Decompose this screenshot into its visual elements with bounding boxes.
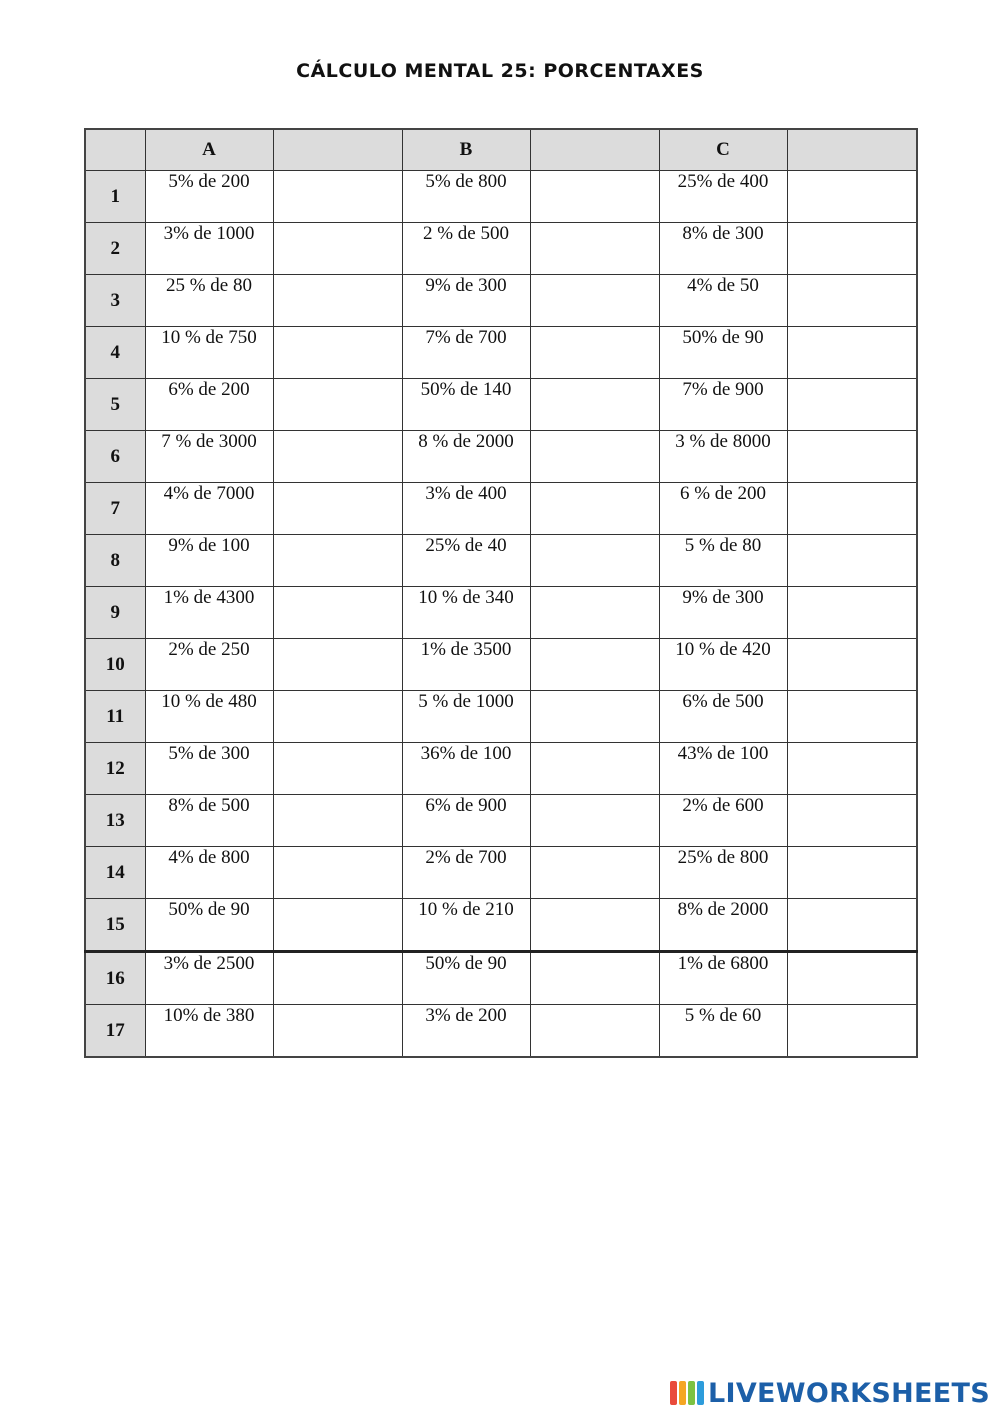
expression-cell-c: 10 % de 420 bbox=[659, 639, 787, 691]
table-row bbox=[85, 275, 917, 327]
expression-cell-b: 36% de 100 bbox=[402, 743, 530, 795]
answer-input-b[interactable] bbox=[531, 327, 659, 378]
answer-input-b[interactable] bbox=[531, 223, 659, 274]
row-number: 5 bbox=[85, 379, 145, 431]
answer-input-c[interactable] bbox=[788, 953, 917, 1004]
answer-input-c[interactable] bbox=[788, 743, 917, 794]
answer-cell-a[interactable] bbox=[273, 223, 402, 275]
corner-cell bbox=[85, 129, 145, 171]
answer-input-c[interactable] bbox=[788, 483, 917, 534]
answer-input-b[interactable] bbox=[531, 953, 659, 1004]
logo-mark-icon bbox=[670, 1381, 704, 1405]
expression-cell-a: 6% de 200 bbox=[145, 379, 273, 431]
answer-cell-c[interactable] bbox=[787, 223, 917, 275]
answer-cell-b[interactable] bbox=[530, 639, 659, 691]
answer-input-c[interactable] bbox=[788, 223, 917, 274]
expression-cell-c: 8% de 300 bbox=[659, 223, 787, 275]
row-number: 17 bbox=[85, 1005, 145, 1058]
answer-cell-a[interactable] bbox=[273, 847, 402, 899]
answer-input-b[interactable] bbox=[531, 171, 659, 222]
answer-cell-c[interactable] bbox=[787, 743, 917, 795]
table-row bbox=[85, 691, 917, 743]
answer-input-c[interactable] bbox=[788, 899, 917, 950]
expression-cell-a: 5% de 200 bbox=[145, 171, 273, 223]
expression-cell-c: 4% de 50 bbox=[659, 275, 787, 327]
expression-cell-a: 9% de 100 bbox=[145, 535, 273, 587]
row-number: 9 bbox=[85, 587, 145, 639]
row-number: 14 bbox=[85, 847, 145, 899]
answer-cell-b[interactable] bbox=[530, 327, 659, 379]
expression-cell-b: 25% de 40 bbox=[402, 535, 530, 587]
expression-cell-c: 9% de 300 bbox=[659, 587, 787, 639]
expression-cell-c: 3 % de 8000 bbox=[659, 431, 787, 483]
answer-cell-a[interactable] bbox=[273, 899, 402, 952]
answer-input-a[interactable] bbox=[274, 953, 402, 1004]
answer-cell-a[interactable] bbox=[273, 483, 402, 535]
answer-input-c[interactable] bbox=[788, 379, 917, 430]
answer-input-c[interactable] bbox=[788, 795, 917, 846]
table-row bbox=[85, 587, 917, 639]
answer-cell-a[interactable] bbox=[273, 795, 402, 847]
answer-cell-c[interactable] bbox=[787, 587, 917, 639]
answer-cell-b[interactable] bbox=[530, 1005, 659, 1058]
table-row bbox=[85, 379, 917, 431]
table-row bbox=[85, 327, 917, 379]
expression-cell-a: 3% de 1000 bbox=[145, 223, 273, 275]
answer-cell-b[interactable] bbox=[530, 483, 659, 535]
answer-input-b[interactable] bbox=[531, 639, 659, 690]
table-row bbox=[85, 795, 917, 847]
answer-cell-b[interactable] bbox=[530, 899, 659, 952]
answer-input-b[interactable] bbox=[531, 1005, 659, 1056]
expression-cell-a: 7 % de 3000 bbox=[145, 431, 273, 483]
answer-input-c[interactable] bbox=[788, 691, 917, 742]
logo-bar-icon bbox=[679, 1381, 686, 1405]
answer-cell-b[interactable] bbox=[530, 535, 659, 587]
expression-cell-b: 1% de 3500 bbox=[402, 639, 530, 691]
row-number: 16 bbox=[85, 952, 145, 1005]
column-header-a: A bbox=[145, 129, 273, 171]
column-header-a-answer bbox=[273, 129, 402, 171]
expression-cell-a: 50% de 90 bbox=[145, 899, 273, 952]
expression-cell-b: 10 % de 340 bbox=[402, 587, 530, 639]
answer-cell-a[interactable] bbox=[273, 431, 402, 483]
row-number: 6 bbox=[85, 431, 145, 483]
table-row bbox=[85, 171, 917, 223]
expression-cell-a: 5% de 300 bbox=[145, 743, 273, 795]
answer-input-b[interactable] bbox=[531, 743, 659, 794]
row-number: 15 bbox=[85, 899, 145, 952]
expression-cell-b: 50% de 90 bbox=[402, 952, 530, 1005]
table-row bbox=[85, 952, 917, 1005]
answer-input-b[interactable] bbox=[531, 691, 659, 742]
answer-input-b[interactable] bbox=[531, 275, 659, 326]
answer-input-a[interactable] bbox=[274, 379, 402, 430]
answer-cell-b[interactable] bbox=[530, 691, 659, 743]
answer-input-b[interactable] bbox=[531, 483, 659, 534]
answer-input-b[interactable] bbox=[531, 847, 659, 898]
answer-cell-b[interactable] bbox=[530, 275, 659, 327]
answer-input-c[interactable] bbox=[788, 327, 917, 378]
answer-cell-c[interactable] bbox=[787, 639, 917, 691]
table-row bbox=[85, 743, 917, 795]
expression-cell-b: 9% de 300 bbox=[402, 275, 530, 327]
expression-cell-c: 1% de 6800 bbox=[659, 952, 787, 1005]
expression-cell-c: 6% de 500 bbox=[659, 691, 787, 743]
expression-cell-c: 7% de 900 bbox=[659, 379, 787, 431]
expression-cell-a: 10 % de 480 bbox=[145, 691, 273, 743]
logo-brand-text: LIVEWORKSHEETS bbox=[707, 1377, 990, 1409]
logo-bar-icon bbox=[697, 1381, 704, 1405]
answer-cell-b[interactable] bbox=[530, 171, 659, 223]
answer-cell-c[interactable] bbox=[787, 899, 917, 952]
expression-cell-b: 2% de 700 bbox=[402, 847, 530, 899]
expression-cell-a: 1% de 4300 bbox=[145, 587, 273, 639]
logo-bar-icon bbox=[670, 1381, 677, 1405]
logo-bar-icon bbox=[688, 1381, 695, 1405]
answer-input-a[interactable] bbox=[274, 639, 402, 690]
answer-cell-b[interactable] bbox=[530, 431, 659, 483]
answer-input-a[interactable] bbox=[274, 587, 402, 638]
answer-input-c[interactable] bbox=[788, 639, 917, 690]
answer-input-a[interactable] bbox=[274, 431, 402, 482]
answer-input-c[interactable] bbox=[788, 535, 917, 586]
answer-cell-a[interactable] bbox=[273, 275, 402, 327]
answer-cell-b[interactable] bbox=[530, 587, 659, 639]
expression-cell-b: 7% de 700 bbox=[402, 327, 530, 379]
answer-cell-c[interactable] bbox=[787, 1005, 917, 1058]
percentage-grid bbox=[84, 128, 918, 1058]
answer-cell-a[interactable] bbox=[273, 691, 402, 743]
answer-input-c[interactable] bbox=[788, 587, 917, 638]
table-row bbox=[85, 535, 917, 587]
expression-cell-b: 10 % de 210 bbox=[402, 899, 530, 952]
table-row bbox=[85, 431, 917, 483]
expression-cell-c: 8% de 2000 bbox=[659, 899, 787, 952]
answer-input-b[interactable] bbox=[531, 899, 659, 950]
answer-input-a[interactable] bbox=[274, 743, 402, 794]
expression-cell-a: 4% de 800 bbox=[145, 847, 273, 899]
expression-cell-a: 2% de 250 bbox=[145, 639, 273, 691]
answer-cell-c[interactable] bbox=[787, 171, 917, 223]
answer-input-b[interactable] bbox=[531, 535, 659, 586]
answer-cell-a[interactable] bbox=[273, 1005, 402, 1058]
answer-cell-c[interactable] bbox=[787, 952, 917, 1005]
answer-input-b[interactable] bbox=[531, 587, 659, 638]
answer-input-a[interactable] bbox=[274, 1005, 402, 1056]
answer-input-a[interactable] bbox=[274, 535, 402, 586]
expression-cell-a: 10% de 380 bbox=[145, 1005, 273, 1058]
answer-cell-a[interactable] bbox=[273, 327, 402, 379]
expression-cell-b: 3% de 200 bbox=[402, 1005, 530, 1058]
answer-input-a[interactable] bbox=[274, 795, 402, 846]
answer-cell-b[interactable] bbox=[530, 795, 659, 847]
table-row bbox=[85, 483, 917, 535]
answer-cell-c[interactable] bbox=[787, 379, 917, 431]
expression-cell-c: 25% de 800 bbox=[659, 847, 787, 899]
expression-cell-a: 25 % de 80 bbox=[145, 275, 273, 327]
answer-input-c[interactable] bbox=[788, 431, 917, 482]
answer-cell-a[interactable] bbox=[273, 171, 402, 223]
answer-input-a[interactable] bbox=[274, 899, 402, 950]
row-number: 7 bbox=[85, 483, 145, 535]
row-number: 13 bbox=[85, 795, 145, 847]
expression-cell-a: 8% de 500 bbox=[145, 795, 273, 847]
answer-cell-a[interactable] bbox=[273, 535, 402, 587]
answer-cell-c[interactable] bbox=[787, 275, 917, 327]
answer-input-c[interactable] bbox=[788, 1005, 917, 1056]
answer-cell-a[interactable] bbox=[273, 639, 402, 691]
row-number: 11 bbox=[85, 691, 145, 743]
table-row bbox=[85, 899, 917, 952]
answer-input-a[interactable] bbox=[274, 223, 402, 274]
table-row bbox=[85, 639, 917, 691]
answer-cell-a[interactable] bbox=[273, 379, 402, 431]
answer-cell-b[interactable] bbox=[530, 743, 659, 795]
answer-cell-b[interactable] bbox=[530, 379, 659, 431]
column-header-c: C bbox=[659, 129, 787, 171]
answer-cell-c[interactable] bbox=[787, 483, 917, 535]
answer-cell-c[interactable] bbox=[787, 535, 917, 587]
expression-cell-c: 5 % de 60 bbox=[659, 1005, 787, 1058]
row-number: 4 bbox=[85, 327, 145, 379]
row-number: 10 bbox=[85, 639, 145, 691]
expression-cell-b: 6% de 900 bbox=[402, 795, 530, 847]
answer-input-a[interactable] bbox=[274, 483, 402, 534]
row-number: 3 bbox=[85, 275, 145, 327]
expression-cell-b: 8 % de 2000 bbox=[402, 431, 530, 483]
answer-input-b[interactable] bbox=[531, 379, 659, 430]
answer-input-a[interactable] bbox=[274, 847, 402, 898]
answer-input-b[interactable] bbox=[531, 795, 659, 846]
table-row bbox=[85, 1005, 917, 1058]
expression-cell-c: 43% de 100 bbox=[659, 743, 787, 795]
expression-cell-b: 5 % de 1000 bbox=[402, 691, 530, 743]
answer-input-a[interactable] bbox=[274, 275, 402, 326]
answer-cell-c[interactable] bbox=[787, 431, 917, 483]
answer-cell-b[interactable] bbox=[530, 223, 659, 275]
expression-cell-b: 2 % de 500 bbox=[402, 223, 530, 275]
row-number: 12 bbox=[85, 743, 145, 795]
header-row bbox=[85, 129, 917, 171]
answer-input-c[interactable] bbox=[788, 275, 917, 326]
answer-cell-c[interactable] bbox=[787, 847, 917, 899]
expression-cell-a: 3% de 2500 bbox=[145, 952, 273, 1005]
answer-cell-c[interactable] bbox=[787, 327, 917, 379]
liveworksheets-logo bbox=[670, 1376, 990, 1410]
answer-cell-b[interactable] bbox=[530, 952, 659, 1005]
column-header-c-answer bbox=[787, 129, 917, 171]
expression-cell-a: 4% de 7000 bbox=[145, 483, 273, 535]
answer-cell-a[interactable] bbox=[273, 587, 402, 639]
answer-cell-b[interactable] bbox=[530, 847, 659, 899]
expression-cell-b: 50% de 140 bbox=[402, 379, 530, 431]
grid-body bbox=[85, 171, 917, 1058]
page-title: CÁLCULO MENTAL 25: PORCENTAXES bbox=[296, 60, 704, 82]
answer-cell-c[interactable] bbox=[787, 691, 917, 743]
answer-input-a[interactable] bbox=[274, 171, 402, 222]
column-header-b-answer bbox=[530, 129, 659, 171]
expression-cell-c: 2% de 600 bbox=[659, 795, 787, 847]
table-row bbox=[85, 223, 917, 275]
expression-cell-c: 5 % de 80 bbox=[659, 535, 787, 587]
row-number: 2 bbox=[85, 223, 145, 275]
answer-input-c[interactable] bbox=[788, 847, 917, 898]
answer-cell-a[interactable] bbox=[273, 743, 402, 795]
row-number: 8 bbox=[85, 535, 145, 587]
answer-cell-a[interactable] bbox=[273, 952, 402, 1005]
expression-cell-c: 6 % de 200 bbox=[659, 483, 787, 535]
answer-cell-c[interactable] bbox=[787, 795, 917, 847]
expression-cell-b: 3% de 400 bbox=[402, 483, 530, 535]
answer-input-b[interactable] bbox=[531, 431, 659, 482]
expression-cell-a: 10 % de 750 bbox=[145, 327, 273, 379]
worksheet-table bbox=[84, 128, 916, 1062]
answer-input-a[interactable] bbox=[274, 327, 402, 378]
expression-cell-b: 5% de 800 bbox=[402, 171, 530, 223]
table-row bbox=[85, 847, 917, 899]
answer-input-a[interactable] bbox=[274, 691, 402, 742]
expression-cell-c: 25% de 400 bbox=[659, 171, 787, 223]
column-header-b: B bbox=[402, 129, 530, 171]
expression-cell-c: 50% de 90 bbox=[659, 327, 787, 379]
answer-input-c[interactable] bbox=[788, 171, 917, 222]
row-number: 1 bbox=[85, 171, 145, 223]
